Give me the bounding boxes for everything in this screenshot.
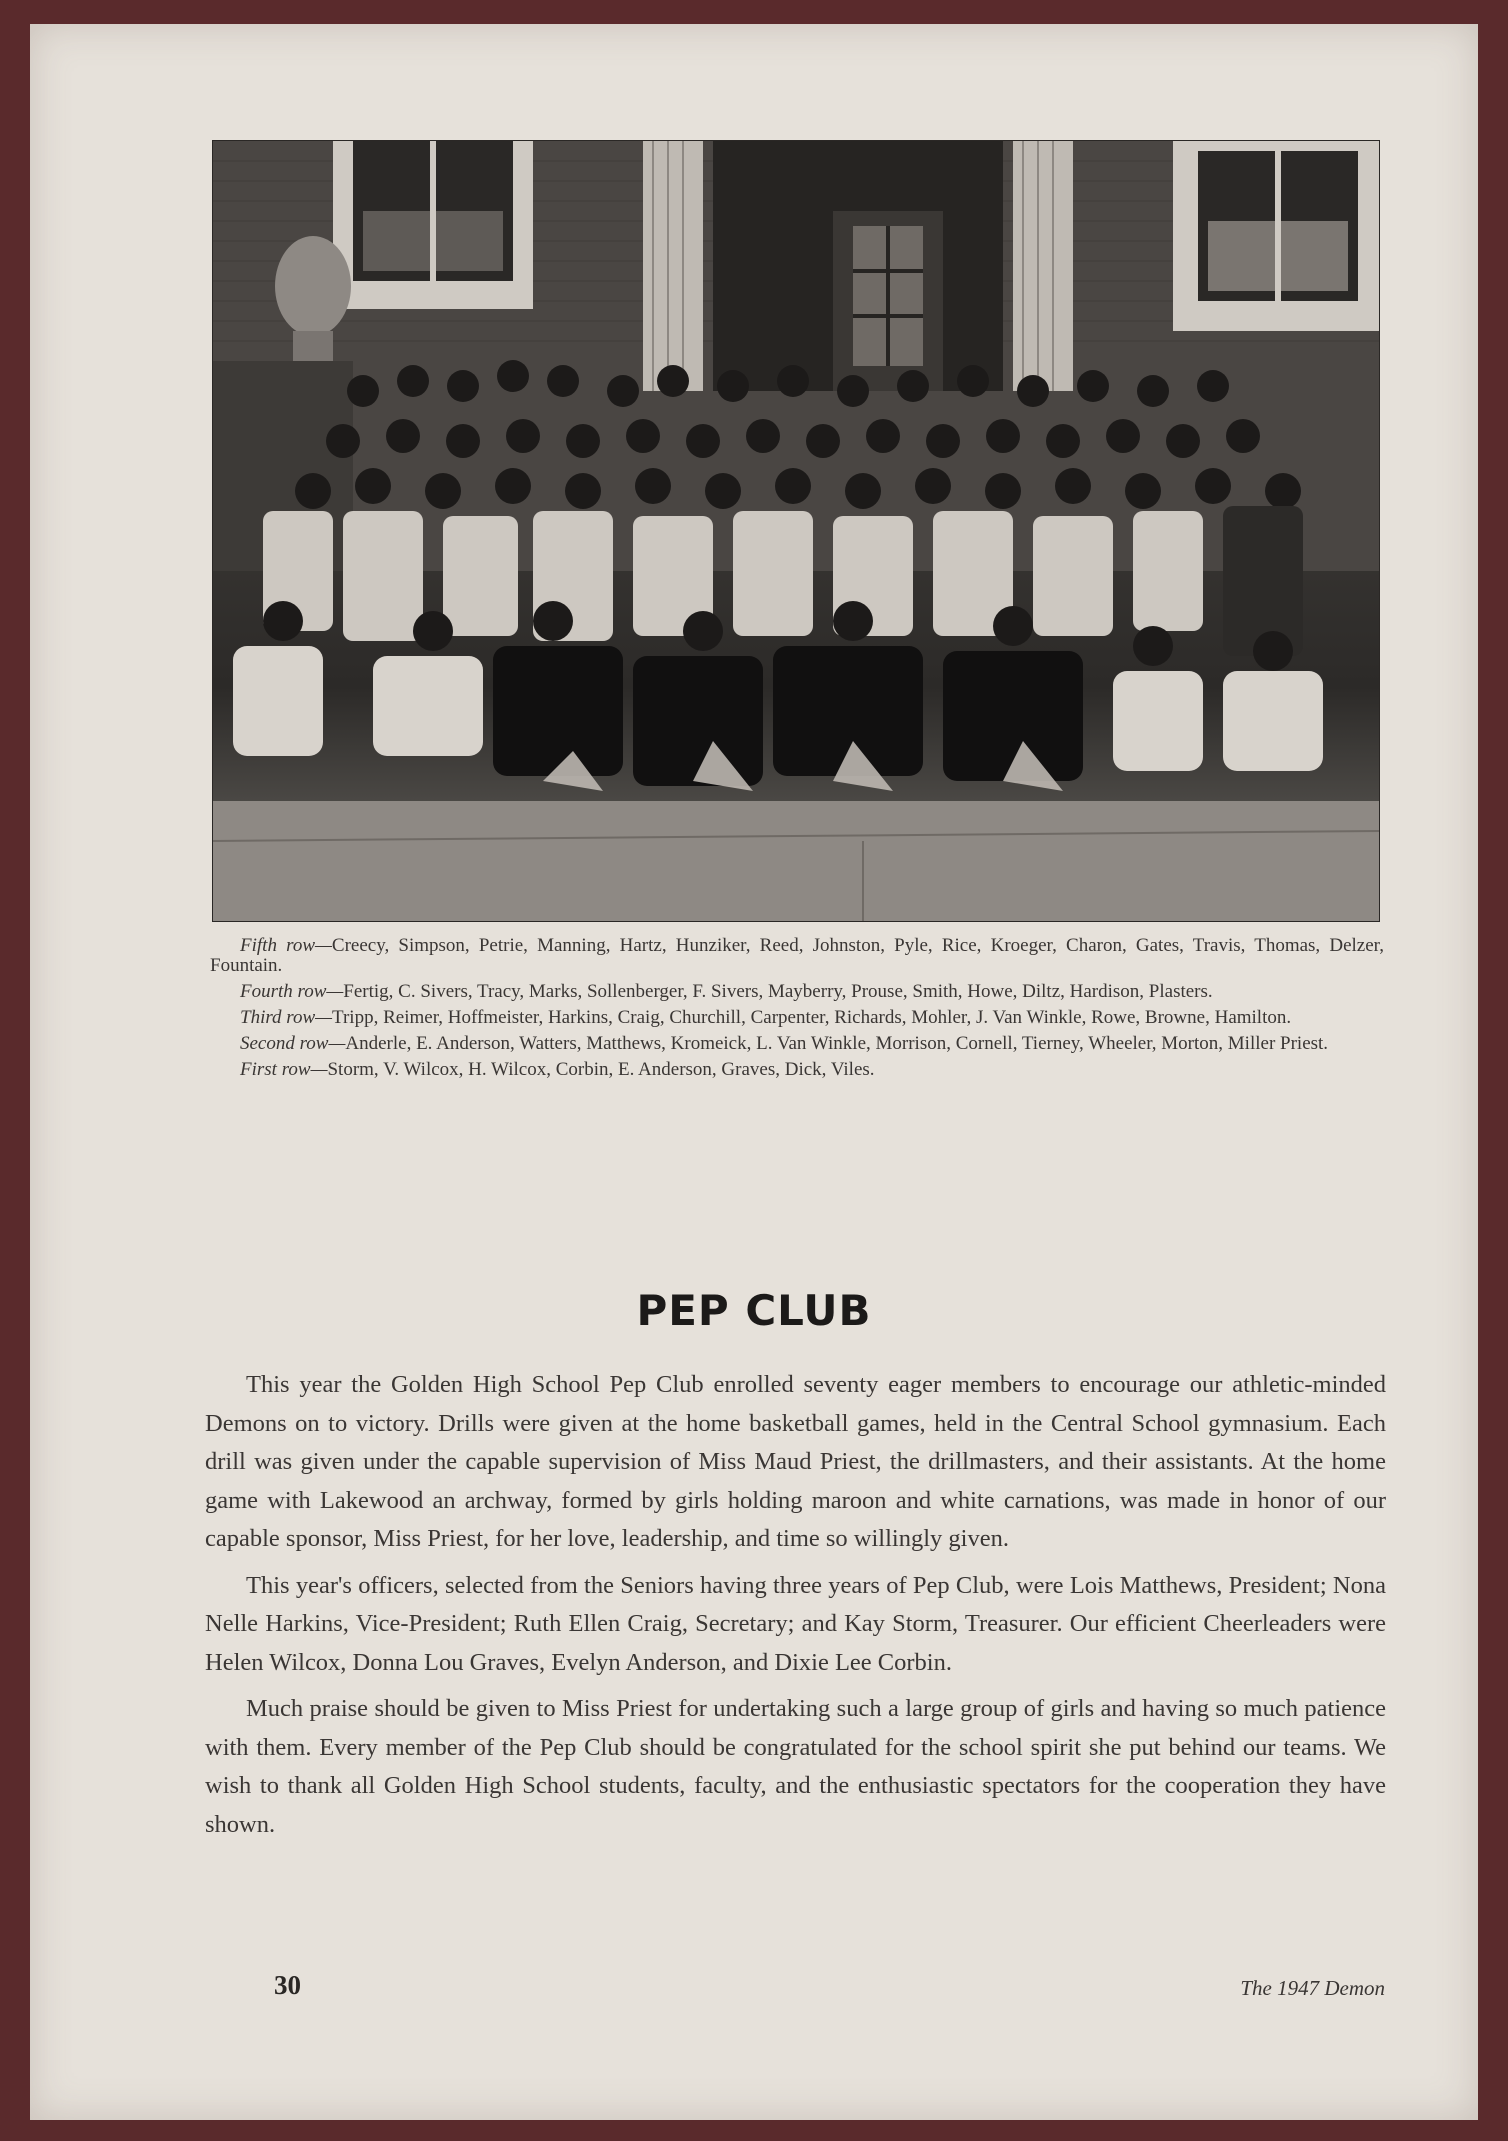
paragraph: This year's officers, selected from the Seniors having three years of Pep Club, were Lois Matthews, President; Nona Nelle Harkins, Vice-President; Ruth Ellen Craig, Secretary; and Kay Storm, Treasurer. Our efficient Cheerleaders were Helen Wilcox, Donna Lou Graves, Evelyn Anderson, and Dixie Lee Corbin. bbox=[205, 1571, 1386, 1676]
section-heading: PEP CLUB bbox=[636, 1286, 872, 1335]
caption-names: Anderle, E. Anderson, Watters, Matthews, Kromeick, L. Van Winkle, Morrison, Cornell, Tierney, Wheeler, Morton, Miller Priest. bbox=[345, 1033, 1329, 1054]
caption-names: Creecy, Simpson, Petrie, Manning, Hartz, Hunziker, Reed, Johnston, Pyle, Rice, Kroeger, Charon, Gates, Travis, Thomas, Delzer, Fountain. bbox=[210, 935, 1384, 976]
caption-label: Second row— bbox=[240, 1033, 346, 1054]
caption-label: Fourth row— bbox=[240, 981, 344, 1002]
caption-label: Third row— bbox=[240, 1007, 333, 1028]
caption-first-row bbox=[210, 1060, 1384, 1080]
group-photo bbox=[212, 140, 1380, 922]
photo-captions bbox=[210, 936, 1384, 1086]
paragraph: This year the Golden High School Pep Club enrolled seventy eager members to encourage our athletic-minded Demons on to victory. Drills were given at the home basketball games, held in the Central School gymnasium. Each drill was given under the capable supervision of Miss Maud Priest, the drillmasters, and their assistants. At the home game with Lakewood an archway, formed by girls holding maroon and white carnations, was made in honor of our capable sponsor, Miss Priest, for her love, leadership, and time so willingly given. bbox=[205, 1371, 1386, 1552]
caption-fifth-row bbox=[210, 936, 1384, 976]
caption-fourth-row bbox=[210, 982, 1384, 1002]
caption-names: Tripp, Reimer, Hoffmeister, Harkins, Craig, Churchill, Carpenter, Richards, Mohler, J. Van Winkle, Rowe, Browne, Hamilton. bbox=[332, 1007, 1292, 1028]
article-body bbox=[205, 1366, 1386, 1852]
publication-title: The 1947 Demon bbox=[1240, 1976, 1385, 2000]
caption-second-row bbox=[210, 1034, 1384, 1054]
caption-label: Fifth row— bbox=[240, 935, 332, 956]
caption-third-row bbox=[210, 1008, 1384, 1028]
caption-label: First row— bbox=[240, 1059, 328, 1080]
caption-names: Fertig, C. Sivers, Tracy, Marks, Sollenberger, F. Sivers, Mayberry, Prouse, Smith, Howe, Diltz, Hardison, Plasters. bbox=[343, 981, 1213, 1002]
caption-names: Storm, V. Wilcox, H. Wilcox, Corbin, E. Anderson, Graves, Dick, Viles. bbox=[327, 1059, 875, 1080]
page-number: 30 bbox=[274, 1970, 301, 2000]
yearbook-page bbox=[30, 24, 1478, 2120]
paragraph: Much praise should be given to Miss Priest for undertaking such a large group of girls and having so much patience with them. Every member of the Pep Club should be congratulated for the school spirit she put behind our teams. We wish to thank all Golden High School students, faculty, and the enthusiastic spectators for the cooperation they have shown. bbox=[205, 1695, 1386, 1838]
